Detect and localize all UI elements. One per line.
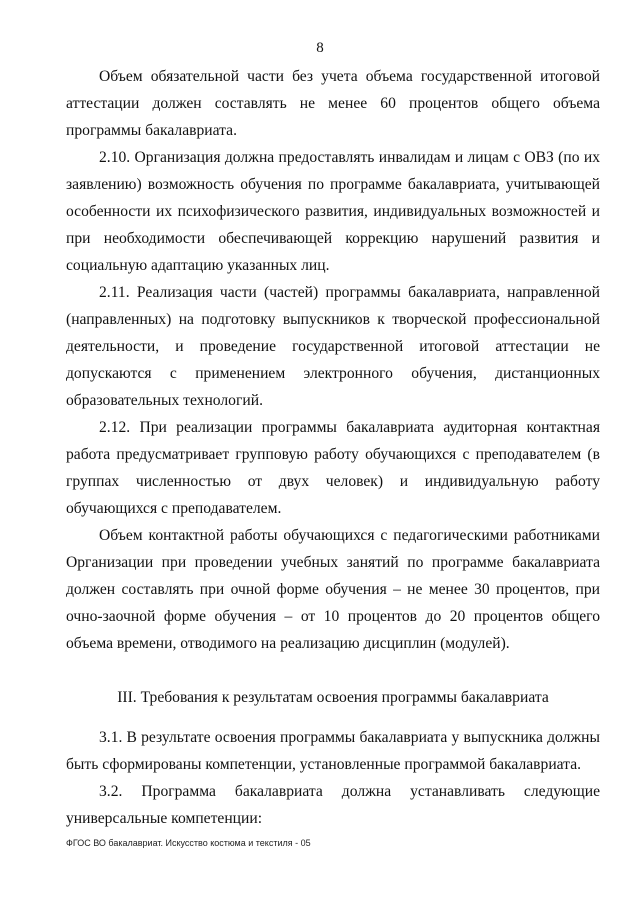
page-footer: ФГОС ВО бакалавриат. Искусство костюма и текстиля - 05: [66, 838, 311, 848]
section-heading-iii: III. Требования к результатам освоения программы бакалавриата: [117, 689, 549, 706]
paragraph-contact-work-volume: Объем контактной работы обучающихся с педагогическими работниками Организации при проведении учебных занятий по программе бакалавриата должен составлять при очной форме обучения – не менее 30 процентов, при очно-заочной форме обучения – от 10 процентов до 20 процентов общего объема времени, отводимого на реализацию дисциплин (модулей).: [66, 527, 600, 652]
paragraph-2-10: 2.10. Организация должна предоставлять инвалидам и лицам с ОВЗ (по их заявлению) возможность обучения по программе бакалавриата, учитывающей особенности их психофизического развития, индивидуальных возможностей и при необходимости обеспечивающей коррекцию нарушений развития и социальную адаптацию указанных лиц.: [66, 149, 600, 274]
paragraph-3-2: 3.2. Программа бакалавриата должна устанавливать следующие универсальные компетенции:: [66, 783, 600, 827]
document-body: [66, 63, 600, 832]
paragraph-mandatory-part-volume: Объем обязательной части без учета объема государственной итоговой аттестации должен составлять не менее 60 процентов общего объема программы бакалавриата.: [66, 68, 600, 139]
paragraph-2-12: 2.12. При реализации программы бакалавриата аудиторная контактная работа предусматривает групповую работу обучающихся с преподавателем (в группах численностью от двух человек) и индивидуальную работу обучающихся с преподавателем.: [66, 419, 600, 517]
page-number: 8: [316, 40, 324, 56]
paragraph-2-11: 2.11. Реализация части (частей) программы бакалавриата, направленной (направленных) на подготовку выпускников к творческой профессиональной деятельности, и проведение государственной итоговой аттестации не допускаются с применением электронного обучения, дистанционных образовательных технологий.: [66, 284, 600, 409]
paragraph-3-1: 3.1. В результате освоения программы бакалавриата у выпускника должны быть сформированы компетенции, установленные программой бакалавриата.: [66, 729, 600, 773]
